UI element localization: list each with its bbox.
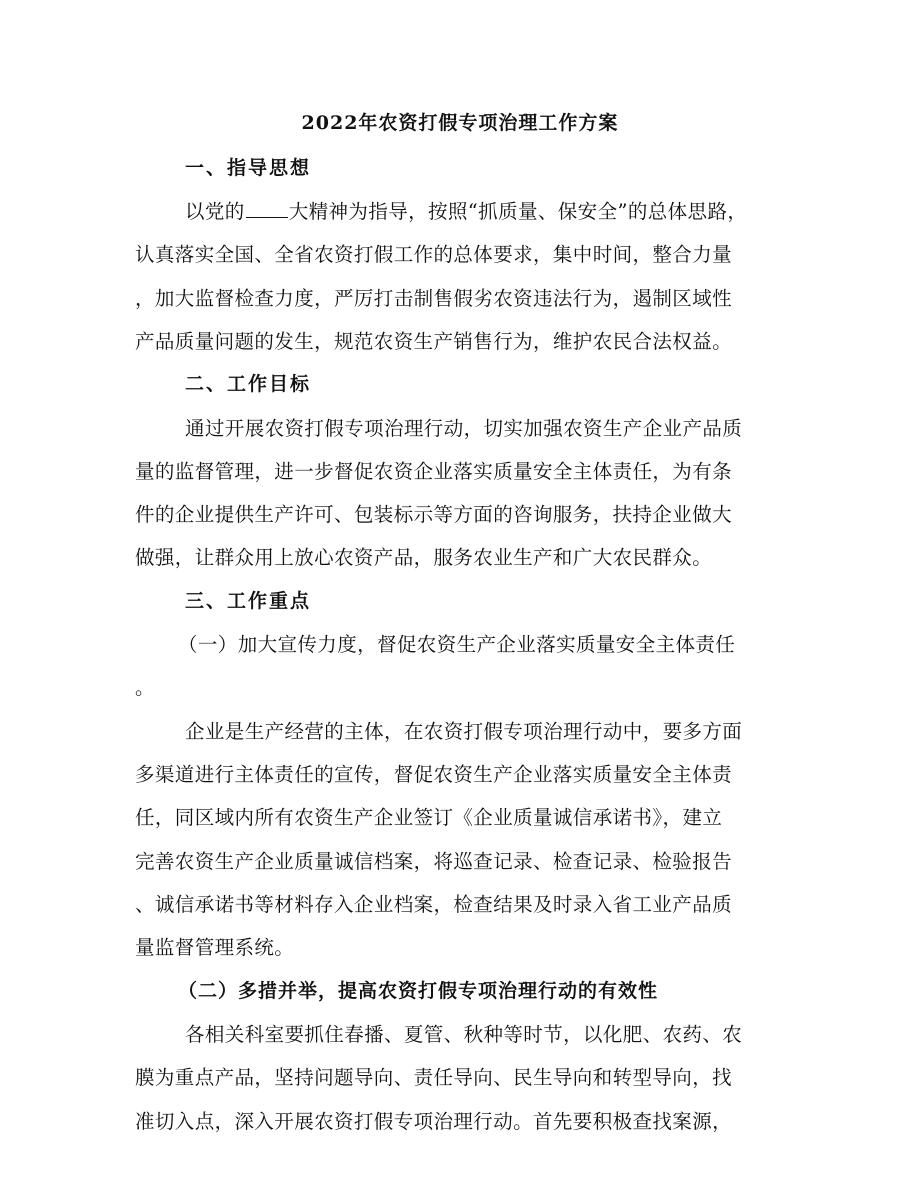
paragraph-line: ，加大监督检查力度，严厉打击制售假劣农资违法行为，遏制区域性 <box>135 287 733 310</box>
paragraph-line <box>185 196 747 224</box>
section-heading-work-focus: 三、工作重点 <box>185 590 312 612</box>
paragraph-line: 任，同区域内所有农资生产企业签订《企业质量诚信承诺书》，建立 <box>135 806 723 829</box>
paragraph-line: 各相关科室要抓住春播、夏管、秋种等时节，以化肥、农药、农 <box>185 1023 743 1046</box>
paragraph-line: 多渠道进行主体责任的宣传，督促农资生产企业落实质量安全主体责 <box>135 763 733 786</box>
paragraph-line: 量的监督管理，进一步督促农资企业落实质量安全主体责任，为有条 <box>135 460 733 483</box>
paragraph-line: 完善农资生产企业质量诚信档案，将巡查记录、检查记录、检验报告 <box>135 850 733 873</box>
subsection-heading-measures: （二）多措并举，提高农资打假专项治理行动的有效性 <box>178 980 659 1002</box>
paragraph-line: 件的企业提供生产许可、包装标示等方面的咨询服务，扶持企业做大 <box>135 503 733 526</box>
paragraph-line: 量监督管理系统。 <box>135 936 295 959</box>
document-title: 2022年农资打假专项治理工作方案 <box>301 112 619 134</box>
paragraph-line: 做强，让群众用上放心农资产品，服务农业生产和广大农民群众。 <box>135 546 713 569</box>
paragraph-line: 准切入点，深入开展农资打假专项治理行动。首先要积极查找案源， <box>135 1110 733 1133</box>
section-heading-work-goals: 二、工作目标 <box>185 373 312 395</box>
paragraph-line: 通过开展农资打假专项治理行动，切实加强农资生产企业产品质 <box>185 417 743 440</box>
text-fragment: 大精神为指导，按照“抓质量、保安全”的总体思路， <box>288 200 748 223</box>
text-fragment: 以党的 <box>185 200 245 223</box>
subsection-line: （一）加大宣传力度，督促农资生产企业落实质量安全主体责任 <box>178 633 736 656</box>
fill-in-blank <box>246 201 288 218</box>
paragraph-line: 认真落实全国、全省农资打假工作的总体要求，集中时间，整合力量 <box>135 243 733 266</box>
paragraph-line: 膜为重点产品，坚持问题导向、责任导向、民生导向和转型导向，找 <box>135 1066 733 1089</box>
paragraph-line: 、诚信承诺书等材料存入企业档案，检查结果及时录入省工业产品质 <box>135 893 733 916</box>
section-heading-guiding-thought: 一、指导思想 <box>185 157 312 179</box>
paragraph-line: 企业是生产经营的主体，在农资打假专项治理行动中，要多方面 <box>185 720 743 743</box>
subsection-line: 。 <box>135 676 155 699</box>
paragraph-line: 产品质量问题的发生，规范农资生产销售行为，维护农民合法权益。 <box>135 330 733 353</box>
